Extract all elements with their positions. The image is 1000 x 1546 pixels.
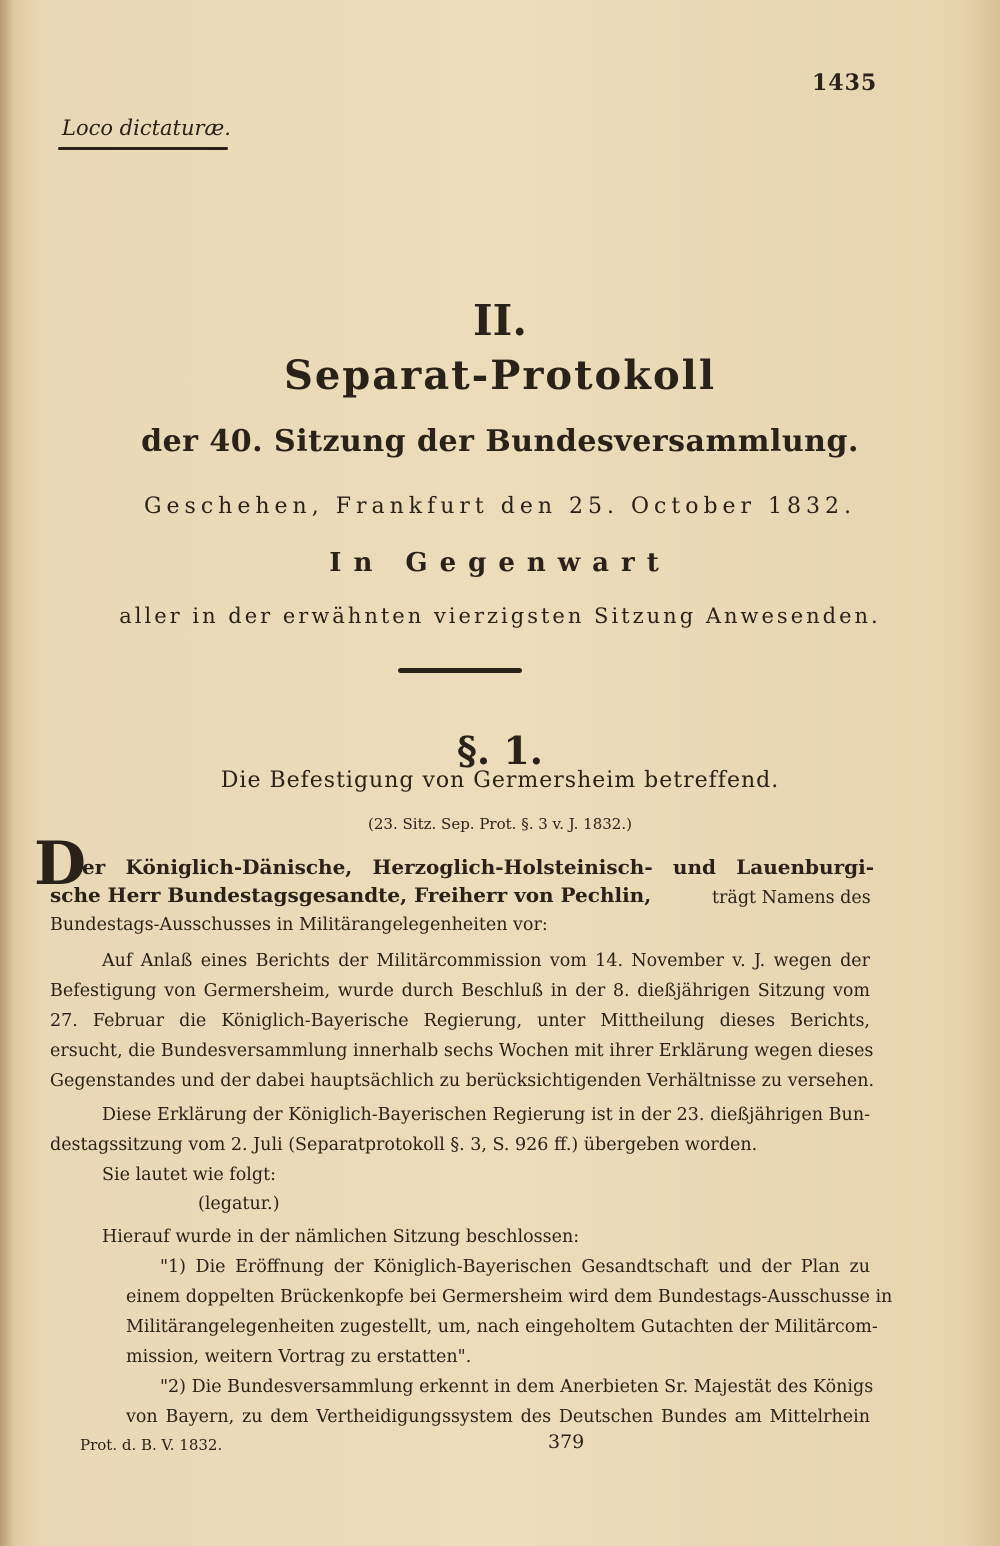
- body-line: Gegenstandes und der dabei hauptsächlich zu berücksichtigenden Verhältnisse zu versehen.: [50, 1071, 875, 1091]
- body-line: Befestigung von Germersheim, wurde durch Beschluß in der 8. dießjährigen Sitzung vom: [50, 981, 870, 1001]
- body-line: von Bayern, zu dem Vertheidigungssystem des Deutschen Bundes am Mittelrhein: [126, 1407, 870, 1427]
- body-line: sche Herr Bundestagsgesandte, Freiherr von Pechlin,: [50, 883, 652, 907]
- body-line: (legatur.): [198, 1194, 280, 1214]
- drop-cap: D: [34, 829, 87, 899]
- body-line: Diese Erklärung der Königlich-Bayerischen Regierung ist in der 23. dießjährigen Bun-: [102, 1105, 870, 1125]
- section-divider: [398, 668, 522, 673]
- body-line: 27. Februar die Königlich-Bayerische Regierung, unter Mittheilung dieses Berichts,: [50, 1011, 870, 1031]
- body-line: mission, weitern Vortrag zu erstatten".: [126, 1347, 472, 1367]
- body-line: trägt Namens des: [712, 888, 871, 908]
- page-title: Separat-Protokoll: [283, 352, 717, 399]
- body-line: destagssitzung vom 2. Juli (Separatprotokoll §. 3, S. 926 ff.) übergeben worden.: [50, 1135, 758, 1155]
- body-line: Bundestags-Ausschusses in Militärangelegenheiten vor:: [50, 915, 548, 935]
- section-title: Die Befestigung von Germersheim betreffend.: [220, 768, 780, 793]
- date-line: Geschehen, Frankfurt den 25. October 1832.: [143, 494, 857, 519]
- section-reference: (23. Sitz. Sep. Prot. §. 3 v. J. 1832.): [368, 815, 632, 833]
- roman-numeral: II.: [473, 296, 527, 345]
- section-number: §. 1.: [456, 728, 543, 773]
- page-number: 1435: [812, 70, 878, 96]
- body-line: einem doppelten Brückenkopfe bei Germersheim wird dem Bundestags-Ausschusse in: [126, 1287, 893, 1307]
- body-line: Militärangelegenheiten zugestellt, um, nach eingeholtem Gutachten der Militärcom-: [126, 1317, 878, 1337]
- body-line: "2) Die Bundesversammlung erkennt in dem Anerbieten Sr. Majestät des Königs: [160, 1377, 874, 1397]
- body-line: ersucht, die Bundesversammlung innerhalb sechs Wochen mit ihrer Erklärung wegen dieses: [50, 1041, 874, 1061]
- page-subtitle: der 40. Sitzung der Bundesversammlung.: [141, 424, 859, 459]
- body-line: er Königlich-Dänische, Herzoglich-Holsteinisch- und Lauenburgi-: [82, 855, 874, 879]
- attendance-line: aller in der erwähnten vierzigsten Sitzung Anwesenden.: [119, 604, 881, 628]
- body-line: Hierauf wurde in der nämlichen Sitzung beschlossen:: [102, 1227, 580, 1247]
- body-line: Auf Anlaß eines Berichts der Militärcommission vom 14. November v. J. wegen der: [102, 951, 870, 971]
- footer-page-number: 379: [548, 1431, 585, 1453]
- loco-underline: [58, 147, 228, 150]
- loco-dictaturae-label: Loco dictaturæ.: [62, 116, 231, 140]
- body-line: Sie lautet wie folgt:: [102, 1165, 277, 1185]
- presence-heading: In Gegenwart: [329, 548, 671, 578]
- footer-signature: Prot. d. B. V. 1832.: [80, 1436, 223, 1454]
- body-line: "1) Die Eröffnung der Königlich-Bayerischen Gesandtschaft und der Plan zu: [160, 1257, 870, 1277]
